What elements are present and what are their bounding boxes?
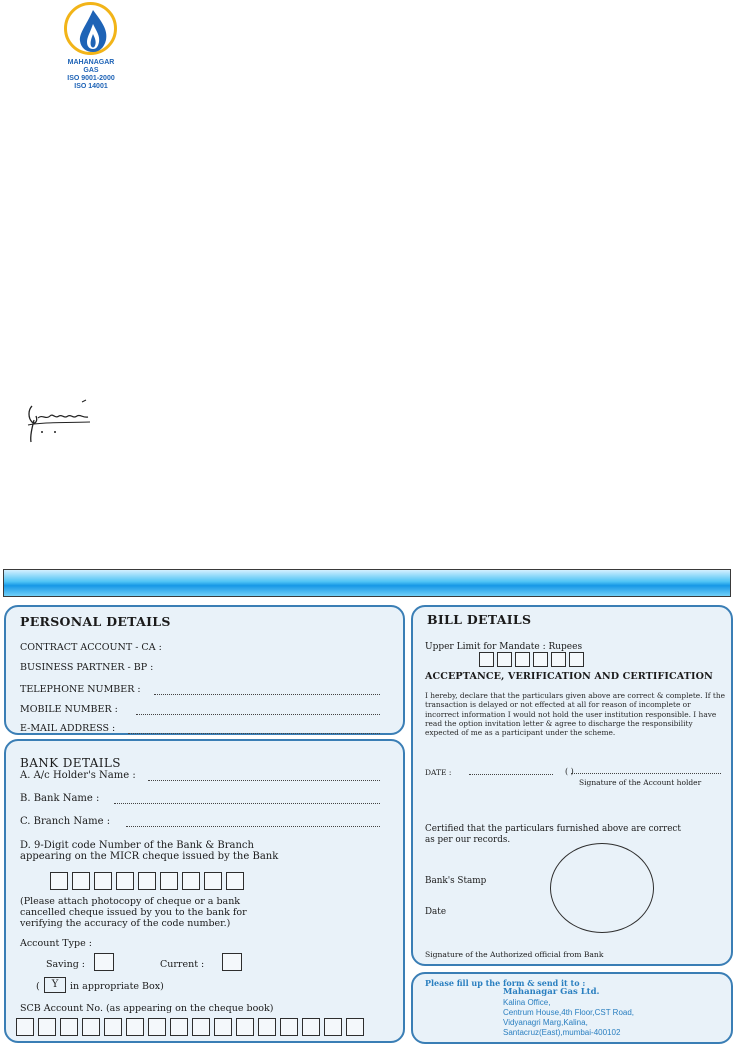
bank-date-label: Date [425, 907, 447, 917]
scb-digit-box[interactable] [324, 1018, 342, 1036]
bank-stamp-circle [550, 843, 654, 933]
micr-label-line2: appearing on the MICR cheque issued by the Bank [20, 851, 279, 862]
amount-digit-box[interactable] [515, 652, 530, 667]
upper-limit-label: Upper Limit for Mandate : Rupees [425, 642, 583, 652]
branch-name-input[interactable] [126, 826, 380, 827]
scb-digit-box[interactable] [60, 1018, 78, 1036]
scb-digit-box[interactable] [104, 1018, 122, 1036]
attach-note-line2: cancelled cheque issued by you to the bank for [20, 907, 247, 918]
company-logo [55, 2, 127, 94]
scb-digit-box[interactable] [280, 1018, 298, 1036]
telephone-input[interactable] [154, 694, 380, 695]
scb-digit-box[interactable] [346, 1018, 364, 1036]
amount-digit-box[interactable] [533, 652, 548, 667]
personal-details-heading: PERSONAL DETAILS [20, 614, 171, 629]
scb-digit-box[interactable] [170, 1018, 188, 1036]
account-holder-signature-label: Signature of the Account holder [579, 778, 702, 787]
scb-digit-box[interactable] [214, 1018, 232, 1036]
send-address-line1: Kalina Office, [503, 998, 551, 1007]
send-address-panel [411, 972, 733, 1044]
signature-bracket: ( ) [565, 767, 574, 776]
amount-digit-box[interactable] [551, 652, 566, 667]
logo-brand-line2: GAS [83, 67, 99, 74]
email-input[interactable] [128, 733, 380, 734]
micr-digit-box[interactable] [204, 872, 222, 890]
certified-line2: as per our records. [425, 835, 511, 845]
branch-name-label: C. Branch Name : [20, 816, 111, 827]
account-holder-signature-line[interactable] [571, 773, 721, 774]
certified-line1: Certified that the particulars furnished above are correct [425, 824, 681, 834]
micr-digit-box[interactable] [160, 872, 178, 890]
personal-details-panel [4, 605, 405, 735]
micr-code-boxes [50, 872, 248, 890]
micr-digit-box[interactable] [226, 872, 244, 890]
scb-digit-box[interactable] [38, 1018, 56, 1036]
amount-digit-box[interactable] [497, 652, 512, 667]
holder-name-input[interactable] [148, 780, 380, 781]
micr-digit-box[interactable] [116, 872, 134, 890]
contract-account-label: CONTRACT ACCOUNT - CA : [20, 642, 162, 653]
current-checkbox[interactable] [222, 953, 242, 971]
logo-brand-line1: MAHANAGAR [67, 59, 115, 66]
scb-account-boxes [16, 1018, 368, 1036]
logo-cert-line2: ISO 14001 [74, 83, 108, 90]
scb-digit-box[interactable] [126, 1018, 144, 1036]
scb-digit-box[interactable] [82, 1018, 100, 1036]
handwritten-signature [22, 392, 98, 448]
bill-details-panel [411, 605, 733, 966]
micr-label-line1: D. 9-Digit code Number of the Bank & Branch [20, 840, 254, 851]
logo-cert-line1: ISO 9001-2000 [67, 75, 115, 82]
scb-digit-box[interactable] [192, 1018, 210, 1036]
micr-digit-box[interactable] [72, 872, 90, 890]
bank-details-panel [4, 739, 405, 1043]
amount-digit-box[interactable] [479, 652, 494, 667]
micr-digit-box[interactable] [182, 872, 200, 890]
bank-stamp-label: Bank's Stamp [425, 876, 487, 886]
attach-note-line1: (Please attach photocopy of cheque or a bank [20, 896, 241, 907]
bank-details-heading: BANK DETAILS [20, 756, 121, 770]
telephone-label: TELEPHONE NUMBER : [20, 684, 141, 695]
amount-digit-box[interactable] [569, 652, 584, 667]
send-address-line2: Centrum House,4th Floor,CST Road, [503, 1008, 635, 1017]
date-label: DATE : [425, 768, 452, 777]
send-address-line4: Santacruz(East),mumbai-400102 [503, 1028, 621, 1037]
send-address-line3: Vidyanagri Marg,Kalina, [503, 1018, 588, 1027]
scb-digit-box[interactable] [148, 1018, 166, 1036]
tick-instruction: in appropriate Box) [70, 981, 164, 992]
acceptance-heading: ACCEPTANCE, VERIFICATION AND CERTIFICATION [425, 671, 713, 682]
micr-digit-box[interactable] [94, 872, 112, 890]
saving-label: Saving : [46, 959, 85, 970]
bill-details-heading: BILL DETAILS [427, 612, 532, 627]
scb-digit-box[interactable] [258, 1018, 276, 1036]
saving-checkbox[interactable] [94, 953, 114, 971]
gas-flame-icon [66, 6, 119, 56]
send-company: Mahanagar Gas Ltd. [503, 987, 600, 997]
bank-name-input[interactable] [114, 803, 380, 804]
mobile-label: MOBILE NUMBER : [20, 704, 118, 715]
tick-open-paren: ( [36, 981, 40, 992]
tick-example-box: Y [44, 977, 66, 993]
bank-name-label: B. Bank Name : [20, 793, 100, 804]
form-header-banner [3, 569, 731, 597]
declaration-text: I hereby, declare that the particulars given above are correct & complete. If the transaction is delayed or not effected at all for reason of incomplete or incorrect information I would not hold the user institution responsible. I have read the option invitation letter & agree to discharge the responsibility expected of me as a participant under the scheme. [425, 691, 725, 738]
send-intro: Please fill up the form & send it to : [425, 978, 586, 988]
business-partner-label: BUSINESS PARTNER - BP : [20, 662, 154, 673]
scb-digit-box[interactable] [16, 1018, 34, 1036]
authorized-signature-label: Signature of the Authorized official from Bank [425, 950, 604, 959]
amount-boxes [479, 652, 587, 667]
date-input[interactable] [469, 774, 553, 775]
mobile-input[interactable] [136, 714, 380, 715]
account-type-label: Account Type : [20, 938, 92, 949]
micr-digit-box[interactable] [50, 872, 68, 890]
holder-name-label: A. A/c Holder's Name : [20, 770, 136, 781]
current-label: Current : [160, 959, 205, 970]
email-label: E-MAIL ADDRESS : [20, 723, 116, 734]
scb-digit-box[interactable] [236, 1018, 254, 1036]
scb-account-label: SCB Account No. (as appearing on the cheque book) [20, 1003, 274, 1014]
attach-note-line3: verifying the accuracy of the code number.) [20, 918, 231, 929]
micr-digit-box[interactable] [138, 872, 156, 890]
scb-digit-box[interactable] [302, 1018, 320, 1036]
